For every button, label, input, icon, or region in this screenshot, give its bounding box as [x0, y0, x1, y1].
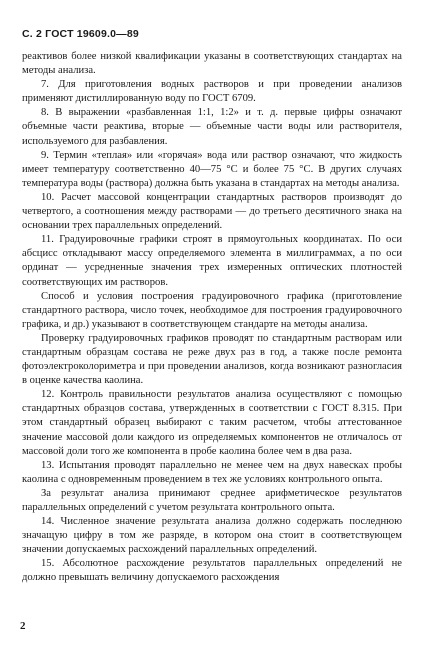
paragraph: 7. Для приготовления водных растворов и при проведении анализов применяют дистиллированную воду по ГОСТ 6709. — [22, 79, 402, 105]
body-text — [22, 50, 402, 586]
paragraph: Способ и условия построения градуировочного графика (приготовление стандартного раствора, число точек, необходимое для построения градуировочного графика, и др.) указывают в соответствующем стандарте на методы анализа. — [22, 290, 402, 330]
paragraph: 15. Абсолютное расхождение результатов параллельных определений не должно превышать величину допускаемого расхождения — [22, 558, 402, 584]
paragraph: За результат анализа принимают среднее арифметическое результатов параллельных определений с учетом результата контрольного опыта. — [22, 487, 402, 513]
page-number: 2 — [20, 620, 26, 632]
paragraph: 13. Испытания проводят параллельно не менее чем на двух навесках пробы каолина с одновременным проведением в тех же условиях контрольного опыта. — [22, 459, 402, 485]
page-header: С. 2 ГОСТ 19609.0—89 — [22, 28, 139, 40]
paragraph: Проверку градуировочных графиков проводят по стандартным растворам или стандартным образцам состава не реже двух раз в год, а также после ремонта фотоэлектроколориметра и при проведении анализов, когда возникают разногласия в оценке качества каолина. — [22, 332, 402, 387]
paragraph: 9. Термин «теплая» или «горячая» вода или раствор означают, что жидкость имеет температуру соответственно 40—75 °С и более 75 °С. В других случаях температура воды (раствора) должна быть указана в стандартах на методы анализа. — [22, 149, 402, 189]
paragraph: 14. Численное значение результата анализа должно содержать последнюю значащую цифру в том же разряде, в котором она стоит в соответствующем значении допускаемых расхождений параллельных определений. — [22, 516, 402, 556]
paragraph: 10. Расчет массовой концентрации стандартных растворов производят до четвертого, а соотношения между растворами — до третьего десятичного знака на основании трех параллельных определений. — [22, 191, 402, 232]
paragraph: 11. Градуировочные графики строят в прямоугольных координатах. По оси абсцисс откладывают массу определяемого элемента в миллиграммах, а по оси ординат — усредненные значения трех измеренных оптических плотностей соответствующих им растворов. — [22, 234, 402, 288]
paragraph: 8. В выражении «разбавленная 1:1, 1:2» и т. д. первые цифры означают объемные части реактива, вторые — объемные части воды или растворителя, используемого для разбавления. — [22, 107, 402, 147]
paragraph: реактивов более низкой квалификации указаны в соответствующих стандартах на методы анализа. — [22, 51, 402, 77]
paragraph: 12. Контроль правильности результатов анализа осуществляют с помощью стандартных образцов состава, утвержденных в соответствии с ГОСТ 8.315. При этом стандартный образец выбирают с таким расчетом, чтобы аттестованное значение массовой доли каждого из определяемых компонентов не отличалось от массовой доли того же компонента в пробе каолина более чем в два раза. — [22, 389, 402, 457]
